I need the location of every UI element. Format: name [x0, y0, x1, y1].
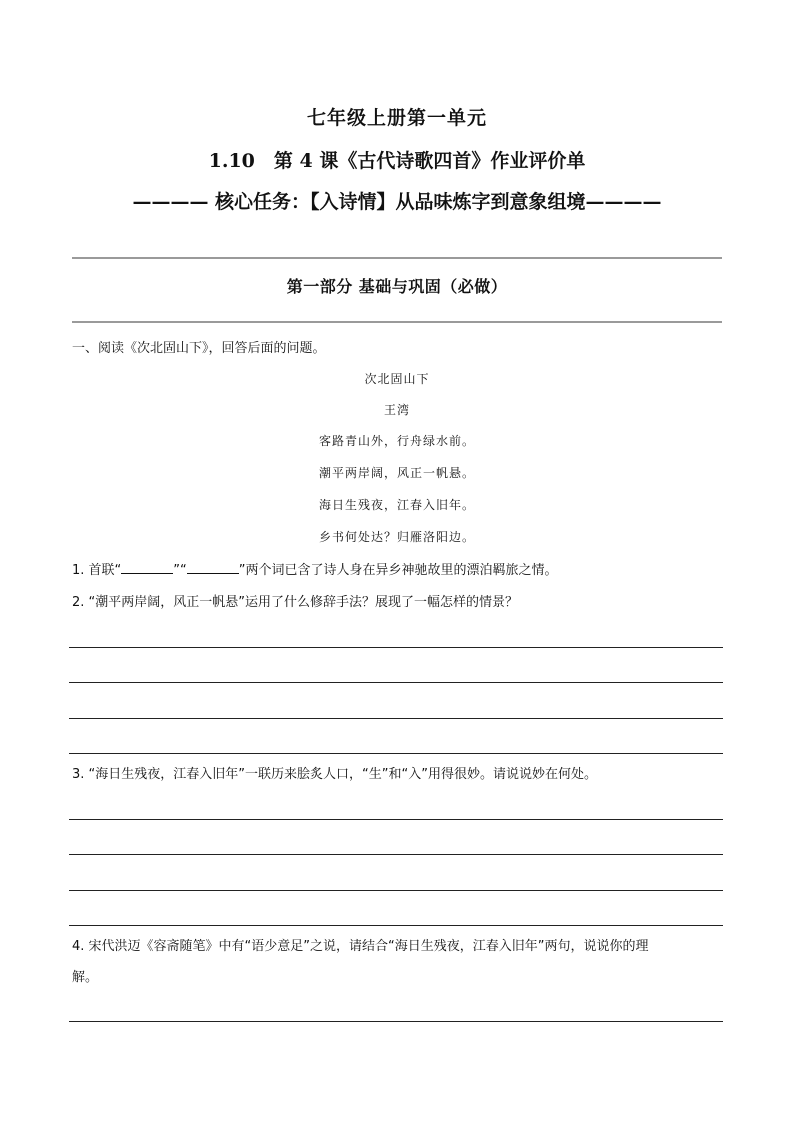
section-divider-top: [72, 257, 722, 259]
answer-line[interactable]: [69, 753, 723, 754]
question-1-text-a: 首联“: [88, 563, 122, 578]
poem-line: 客路青山外，行舟绿水前。: [318, 434, 475, 448]
answer-line[interactable]: [69, 854, 723, 855]
question-3: 3. “海日生残夜，江春入旧年”一联历来脍炙人口，“生”和“入”用得很妙。请说说妙在何处。: [72, 767, 597, 782]
page-subtitle: [0, 146, 794, 173]
answer-line[interactable]: [69, 925, 723, 926]
answer-line[interactable]: [69, 682, 723, 683]
core-task-line: ———— 核心任务：【入诗情】从品味炼字到意象组境————: [132, 191, 662, 213]
subtitle-code: 1.10: [208, 150, 255, 172]
answer-line[interactable]: [69, 819, 723, 820]
question-1-text-c: ”两个词已含了诗人身在异乡神驰故里的漂泊羁旅之情。: [238, 563, 558, 578]
question-intro: 一、阅读《次北固山下》，回答后面的问题。: [72, 341, 326, 356]
question-4: 4. 宋代洪迈《容斋随笔》中有“语少意足”之说，请结合“海日生残夜，江春入旧年”两句，说说你的理: [72, 939, 649, 954]
poem-line: 潮平两岸阔，风正一帆悬。: [318, 466, 475, 480]
question-1: [72, 559, 558, 578]
question-1-number: 1.: [72, 563, 85, 578]
answer-line[interactable]: [69, 647, 723, 648]
answer-line[interactable]: [69, 718, 723, 719]
page-title: 七年级上册第一单元: [306, 107, 487, 129]
answer-line[interactable]: [69, 890, 723, 891]
fill-blank-1[interactable]: [121, 560, 173, 574]
poem-title: 次北固山下: [364, 372, 430, 386]
section-divider-bottom: [72, 321, 722, 323]
subtitle-lesson: 第 4 课《古代诗歌四首》作业评价单: [273, 150, 586, 172]
answer-line[interactable]: [69, 1021, 723, 1022]
poem-line: 海日生残夜，江春入旧年。: [318, 498, 475, 512]
section-title: 第一部分 基础与巩固（必做）: [286, 277, 508, 296]
fill-blank-2[interactable]: [187, 560, 239, 574]
poem-line: 乡书何处达？归雁洛阳边。: [318, 530, 475, 544]
question-1-text-b: ”“: [173, 563, 187, 578]
question-4-continued: 解。: [72, 970, 99, 985]
poem-author: 王湾: [383, 403, 410, 417]
question-2: 2. “潮平两岸阔，风正一帆悬”运用了什么修辞手法？展现了一幅怎样的情景？: [72, 595, 519, 610]
